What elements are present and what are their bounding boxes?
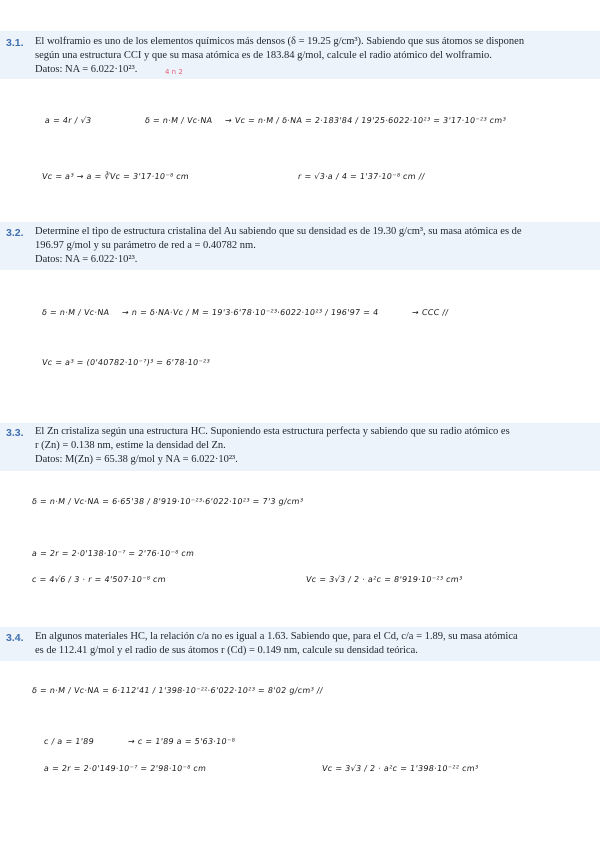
handwritten-formula: → CCC // <box>411 308 449 317</box>
handwritten-formula: δ = n·M / Vc·NA <box>41 308 110 317</box>
handwritten-formula: δ = n·M / Vc·NA <box>144 116 213 125</box>
problem-statement-line: 196.97 g/mol y su parámetro de red a = 0.40782 nm. <box>35 240 256 251</box>
margin-annotation: 4 n 2 <box>165 68 183 76</box>
handwritten-formula: Vc = a³ = (0'40782·10⁻⁷)³ = 6'78·10⁻²³ <box>41 358 211 367</box>
problem-number: 3.3. <box>6 427 24 439</box>
problem-statement-line: Datos: NA = 6.022·10²³. <box>35 254 138 265</box>
handwritten-formula: → Vc = n·M / δ·NA = 2·183'84 / 19'25·6022·10²³ = 3'17·10⁻²³ cm³ <box>224 116 507 125</box>
handwritten-formula: → n = δ·NA·Vc / M = 19'3·6'78·10⁻²³·6022·10²³ / 196'97 = 4 <box>121 308 380 317</box>
problem-statement-line: Determine el tipo de estructura cristalina del Au sabiendo que su densidad es de 19.30 g/cm³, su masa atómica es de <box>35 226 522 237</box>
problem-statement-line: es de 112.41 g/mol y el radio de sus átomos r (Cd) = 0.149 nm, calcule su densidad teórica. <box>35 645 418 656</box>
problem-statement-line: El Zn cristaliza según una estructura HC. Suponiendo esta estructura perfecta y sabiendo que su radio atómico es <box>35 426 510 437</box>
handwritten-formula: Vc = a³ → a = ∛Vc = 3'17·10⁻⁸ cm <box>41 172 190 181</box>
handwritten-formula: δ = n·M / Vc·NA = 6·65'38 / 8'919·10⁻²³·6'022·10²³ = 7'3 g/cm³ <box>31 497 304 506</box>
problem-statement-line: Datos: NA = 6.022·10²³. <box>35 64 138 75</box>
handwritten-formula: a = 2r = 2·0'149·10⁻⁷ = 2'98·10⁻⁸ cm <box>43 764 207 773</box>
problem-statement-line: r (Zn) = 0.138 nm, estime la densidad del Zn. <box>35 440 226 451</box>
problem-statement-line: según una estructura CCI y que su masa atómica es de 183.84 g/mol, calcule el radio atómico del wolframio. <box>35 50 492 61</box>
handwritten-formula: c = 4√6 / 3 · r = 4'507·10⁻⁸ cm <box>31 575 167 584</box>
handwritten-formula: δ = n·M / Vc·NA = 6·112'41 / 1'398·10⁻²²·6'022·10²³ = 8'02 g/cm³ // <box>31 686 324 695</box>
handwritten-formula: → c = 1'89 a = 5'63·10⁻⁸ <box>127 737 236 746</box>
handwritten-formula: Vc = 3√3 / 2 · a²c = 8'919·10⁻²³ cm³ <box>305 575 464 584</box>
problem-number: 3.4. <box>6 632 24 644</box>
handwritten-formula: c / a = 1'89 <box>43 737 95 746</box>
handwritten-formula: Vc = 3√3 / 2 · a²c = 1'398·10⁻²² cm³ <box>321 764 480 773</box>
problem-statement-line: El wolframio es uno de los elementos químicos más densos (δ = 19.25 g/cm³). Sabiendo que sus átomos se disponen <box>35 36 525 47</box>
problem-statement-line: Datos: M(Zn) = 65.38 g/mol y NA = 6.022·10²³. <box>35 454 238 465</box>
handwritten-formula: a = 4r / √3 <box>44 116 92 125</box>
handwritten-formula: r = √3·a / 4 = 1'37·10⁻⁸ cm // <box>297 172 426 181</box>
problem-number: 3.1. <box>6 37 24 49</box>
handwritten-formula: a = 2r = 2·0'138·10⁻⁷ = 2'76·10⁻⁸ cm <box>31 549 195 558</box>
problem-number: 3.2. <box>6 227 24 239</box>
problem-statement-line: En algunos materiales HC, la relación c/a no es igual a 1.63. Sabiendo que, para el Cd, c/a = 1.89, su masa atómica <box>35 631 518 642</box>
